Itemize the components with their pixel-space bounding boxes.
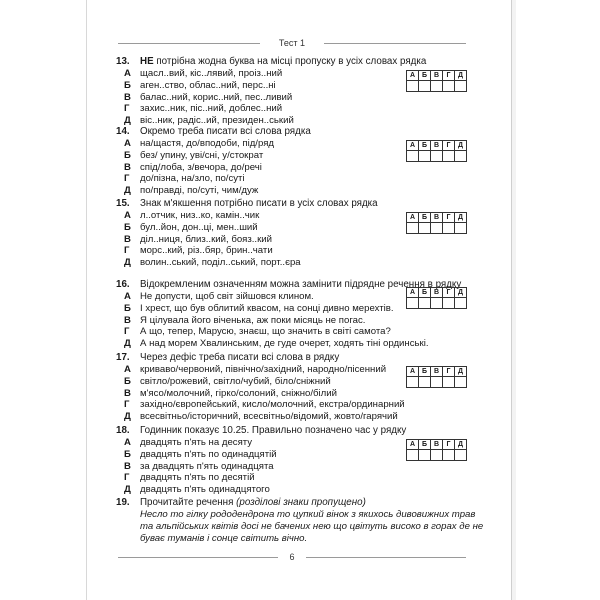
answer-checkbox[interactable] (407, 377, 419, 388)
option-letter: А (124, 364, 131, 375)
answer-option (116, 388, 476, 400)
option-text: аген..ство, облас..ний, перс..ні (140, 79, 276, 91)
option-letter: В (124, 91, 131, 103)
option-letter: Г (124, 399, 130, 411)
question-head (116, 425, 476, 437)
option-letter: А (124, 437, 131, 448)
option-letter: В (124, 314, 131, 326)
option-letter: Б (124, 302, 131, 314)
answer-checkbox[interactable] (431, 81, 443, 92)
question-text: Годинник показує 10.25. Правильно позначено час у рядку (140, 425, 407, 436)
question-text: Знак м'якшення потрібно писати в усіх словах рядка (140, 198, 378, 209)
answer-checkbox[interactable] (419, 298, 431, 309)
answer-grid (406, 140, 467, 162)
answer-option (116, 338, 476, 350)
option-text: без/ упину, уві/сні, у/стократ (140, 149, 264, 161)
question-number: 16. (116, 279, 130, 290)
option-letter: А (124, 210, 131, 221)
answer-option (116, 399, 476, 411)
answer-option (116, 411, 476, 423)
option-letter: Б (124, 448, 131, 460)
option-text: А що, тепер, Марусю, знаєш, що значить в світі самота? (140, 326, 391, 338)
option-letter: А (124, 68, 131, 79)
answer-grid-header (407, 213, 467, 223)
answer-grid (406, 366, 467, 388)
option-text: двадцять п'ять на десяту (140, 437, 253, 448)
option-letter: Г (124, 173, 130, 185)
answer-grid-letter: Д (455, 141, 467, 151)
footer-rule-left (118, 557, 278, 558)
answer-grid-letter: А (407, 141, 419, 151)
page-edge-shadow (512, 0, 516, 600)
answer-checkbox[interactable] (431, 223, 443, 234)
answer-checkbox[interactable] (419, 151, 431, 162)
answer-option (116, 326, 476, 338)
option-text: спід/лоба, з/вечора, до/речі (140, 161, 262, 173)
option-letter: В (124, 233, 131, 245)
answer-grid-marks (407, 223, 467, 234)
answer-grid-letter: Д (455, 367, 467, 377)
option-text: за двадцять п'ять одинадцята (140, 460, 274, 472)
answer-option (116, 185, 476, 197)
answer-checkbox[interactable] (455, 81, 467, 92)
question-block (116, 198, 476, 269)
option-letter: Б (124, 221, 131, 233)
answer-grid-header (407, 440, 467, 450)
answer-grid-letter: В (431, 440, 443, 450)
question-text: Прочитайте речення (140, 497, 237, 508)
answer-checkbox[interactable] (407, 298, 419, 309)
option-letter: В (124, 161, 131, 173)
question-block (116, 352, 476, 423)
answer-checkbox[interactable] (443, 81, 455, 92)
answer-checkbox[interactable] (407, 151, 419, 162)
answer-checkbox[interactable] (419, 377, 431, 388)
header-rule-right (324, 43, 466, 44)
question-number: 13. (116, 56, 130, 67)
answer-grid-marks (407, 298, 467, 309)
answer-checkbox[interactable] (431, 151, 443, 162)
quote-line: та альпійських квітів досі не бачених нею що цвітуть високо в горах де не (140, 521, 484, 532)
answer-checkbox[interactable] (431, 450, 443, 461)
option-text: волин..ський, поділ..ський, порт..єра (140, 257, 301, 269)
answer-option (116, 461, 476, 473)
answer-checkbox[interactable] (431, 377, 443, 388)
option-text: по/правді, по/суті, чим/дуж (140, 185, 259, 197)
answer-grid-letter: Д (455, 440, 467, 450)
option-text: всесвітньо/історичний, всесвітньо/відомий, жовто/гарячий (140, 411, 398, 423)
question-note: (розділові знаки пропущено) (236, 497, 366, 508)
answer-checkbox[interactable] (455, 450, 467, 461)
answer-grid-letter: А (407, 288, 419, 298)
option-text: А над морем Хвалинським, де гуде очерет, ходять тіні ординські. (140, 338, 429, 350)
answer-checkbox[interactable] (443, 377, 455, 388)
answer-grid-marks (407, 450, 467, 461)
answer-grid-letter: Б (419, 440, 431, 450)
question-text: Окремо треба писати всі слова рядка (140, 126, 311, 137)
answer-checkbox[interactable] (455, 151, 467, 162)
answer-grid-letter: Г (443, 440, 455, 450)
option-text: морс..кий, різ..бяр, брин..чати (140, 245, 273, 257)
option-letter: Г (124, 245, 130, 257)
answer-checkbox[interactable] (407, 450, 419, 461)
question-head (116, 198, 476, 210)
answer-grid-header (407, 141, 467, 151)
option-text: балас..ний, корис..ний, пес..ливий (140, 91, 293, 103)
option-text: на/щастя, до/вподоби, під/ряд (140, 138, 274, 149)
answer-grid-header (407, 71, 467, 81)
answer-checkbox[interactable] (407, 223, 419, 234)
question-head (116, 56, 476, 68)
option-letter: Б (124, 79, 131, 91)
answer-grid (406, 439, 467, 461)
option-text: криваво/червоний, північно/західний, народно/пісенний (140, 364, 387, 375)
option-letter: Д (124, 484, 131, 496)
question-head (116, 352, 476, 364)
question-block (116, 56, 476, 127)
answer-checkbox[interactable] (419, 81, 431, 92)
answer-option (116, 484, 476, 496)
answer-option (116, 173, 476, 185)
question-number: 15. (116, 198, 130, 209)
question-19 (116, 497, 484, 545)
question-head (116, 126, 476, 138)
option-text: світло/рожевий, світло/чубий, біло/сніжний (140, 375, 331, 387)
option-text: діл..ниця, близ..кий, бояз..кий (140, 233, 273, 245)
option-text: західно/європейський, кисло/молочний, екстра/ординарний (140, 399, 405, 411)
option-text: щасл..вий, кіс..лявий, проіз..ний (140, 68, 283, 79)
answer-grid-header (407, 367, 467, 377)
answer-checkbox[interactable] (455, 377, 467, 388)
answer-checkbox[interactable] (407, 81, 419, 92)
option-letter: Д (124, 185, 131, 197)
answer-grid-letter: А (407, 440, 419, 450)
question-19-head (116, 497, 476, 509)
option-text: м'ясо/молочний, гірко/солоний, сніжно/білий (140, 387, 337, 399)
answer-grid-letter: В (431, 288, 443, 298)
answer-checkbox[interactable] (419, 450, 431, 461)
page-edge-left (86, 0, 87, 600)
answer-option (116, 103, 476, 115)
option-letter: В (124, 460, 131, 472)
option-text: віс..ник, радіс..ий, президен..ський (140, 115, 294, 127)
answer-grid-letter: Г (443, 213, 455, 223)
question-number: 14. (116, 126, 130, 137)
question-block (116, 425, 476, 496)
question-block (116, 279, 476, 350)
option-letter: Д (124, 411, 131, 423)
option-text: Я цілувала його віченька, аж поки місяць не погас. (140, 314, 366, 326)
option-letter: Д (124, 115, 131, 127)
answer-grid-letter: В (431, 71, 443, 81)
option-letter: Д (124, 257, 131, 269)
option-text: двадцять п'ять по одинадцятій (140, 448, 277, 460)
answer-checkbox[interactable] (431, 298, 443, 309)
answer-option (116, 472, 476, 484)
answer-grid-letter: Г (443, 71, 455, 81)
answer-checkbox[interactable] (443, 450, 455, 461)
question-text: Відокремленим означенням можна замінити підрядне речення в рядку (140, 279, 462, 290)
option-letter: А (124, 138, 131, 149)
answer-option (116, 315, 476, 327)
answer-option (116, 245, 476, 257)
answer-grid-letter: Б (419, 141, 431, 151)
question-text: потрібна жодна буква на місці пропуску в усіх словах рядка (153, 56, 427, 67)
answer-grid-header (407, 288, 467, 298)
answer-grid-letter: Б (419, 288, 431, 298)
option-letter: Г (124, 326, 130, 338)
answer-grid-letter: Г (443, 141, 455, 151)
answer-checkbox[interactable] (419, 223, 431, 234)
answer-option (116, 92, 476, 104)
answer-grid-letter: В (431, 141, 443, 151)
option-letter: Б (124, 149, 131, 161)
option-letter: Г (124, 103, 130, 115)
answer-grid-letter: Б (419, 71, 431, 81)
option-text: двадцять п'ять одинадцятого (140, 484, 270, 496)
answer-grid (406, 287, 467, 309)
question-text: Через дефіс треба писати всі слова в рядку (140, 352, 340, 363)
quote-line: буває туманів і сонце світить вічно. (140, 533, 308, 544)
question-block (116, 126, 476, 197)
answer-option (116, 162, 476, 174)
option-text: до/пізна, на/зло, по/суті (140, 173, 245, 185)
option-text: Не допусти, щоб світ зійшовся клином. (140, 291, 314, 302)
answer-checkbox[interactable] (443, 151, 455, 162)
quote-line: Несло то гілку рододендрона то цупкий вінок з якихось дивовижних трав (140, 509, 476, 520)
answer-checkbox[interactable] (443, 223, 455, 234)
answer-grid-letter: Б (419, 367, 431, 377)
answer-grid-marks (407, 151, 467, 162)
answer-grid-letter: Д (455, 71, 467, 81)
page-number: 6 (289, 552, 295, 562)
option-letter: В (124, 387, 131, 399)
answer-grid-letter: Б (419, 213, 431, 223)
answer-grid (406, 212, 467, 234)
option-text: захис..ник, піс..ний, доблес..ний (140, 103, 283, 115)
option-letter: Д (124, 338, 131, 350)
answer-checkbox[interactable] (455, 298, 467, 309)
answer-grid-letter: А (407, 213, 419, 223)
question-number: 19. (116, 497, 130, 508)
answer-grid-letter: Г (443, 288, 455, 298)
question-number: 17. (116, 352, 130, 363)
header-title: Тест 1 (278, 38, 306, 48)
answer-grid-letter: Г (443, 367, 455, 377)
answer-grid-letter: В (431, 213, 443, 223)
option-letter: Г (124, 472, 130, 484)
answer-option (116, 257, 476, 269)
page-header (118, 36, 466, 50)
option-letter: Б (124, 375, 131, 387)
answer-checkbox[interactable] (455, 223, 467, 234)
question-prefix: НЕ (140, 56, 154, 67)
footer-rule-right (306, 557, 466, 558)
answer-option (116, 234, 476, 246)
answer-grid-marks (407, 81, 467, 92)
option-text: л..отчик, низ..ко, камін..чик (140, 210, 260, 221)
page-footer (118, 550, 466, 564)
header-rule-left (118, 43, 260, 44)
option-text: І хрест, що був облитий квасом, на сонці дивно мерехтів. (140, 302, 394, 314)
answer-grid-letter: А (407, 71, 419, 81)
option-letter: А (124, 291, 131, 302)
answer-checkbox[interactable] (443, 298, 455, 309)
answer-grid-letter: Д (455, 213, 467, 223)
question-number: 18. (116, 425, 130, 436)
answer-grid (406, 70, 467, 92)
answer-grid-letter: Д (455, 288, 467, 298)
option-text: бул..йон, дон..ці, мен..ший (140, 221, 258, 233)
answer-grid-letter: В (431, 367, 443, 377)
answer-grid-letter: А (407, 367, 419, 377)
answer-grid-marks (407, 377, 467, 388)
option-text: двадцять п'ять по десятій (140, 472, 255, 484)
